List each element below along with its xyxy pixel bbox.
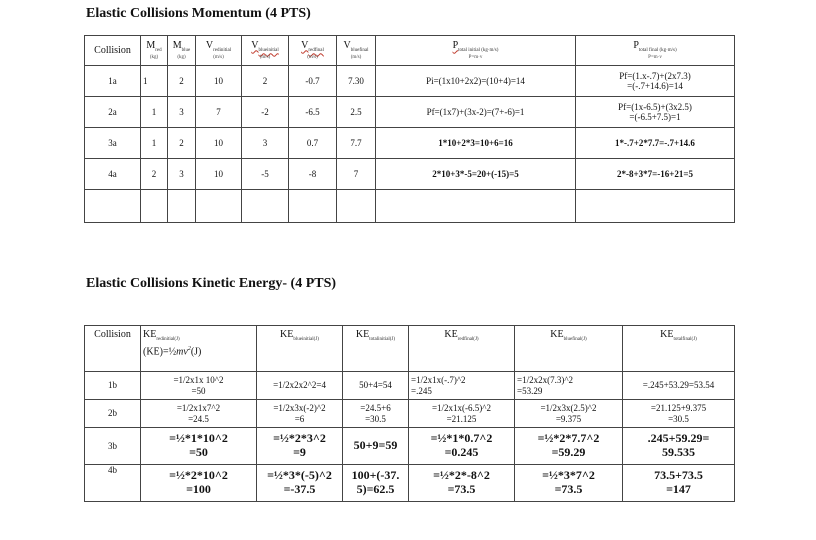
- momentum-title: Elastic Collisions Momentum (4 PTS): [86, 6, 311, 21]
- cell-v-red-final: -8: [289, 159, 337, 190]
- cell-v-red-initial: 10: [196, 66, 242, 97]
- empty-cell: [376, 190, 576, 223]
- table-row: [85, 428, 735, 465]
- cell-ke-red-final: =1/2x1x(-6.5)^2 =21.125: [409, 400, 515, 428]
- cell-collision: 2b: [85, 400, 141, 428]
- cell-ke-total-final: .245+59.29= 59.535: [623, 428, 735, 465]
- cell-collision: 1a: [85, 66, 141, 97]
- empty-cell: [168, 190, 196, 223]
- cell-p-initial: Pi=(1x10+2x2)=(10+4)=14: [376, 66, 576, 97]
- ke-formula: $(KE)=\frac{1}{2}mv^2(J)$: [143, 345, 202, 358]
- cell-ke-red-initial: =½*1*10^2 =50: [141, 428, 257, 465]
- cell-v-blue-initial: 3: [242, 128, 289, 159]
- header-mass-red: $M_{red}$ (kg): [141, 36, 168, 66]
- cell-collision: 4a: [85, 159, 141, 190]
- cell-p-initial: Pf=(1x7)+(3x-2)=(7+-6)=1: [376, 97, 576, 128]
- empty-cell: [576, 190, 735, 223]
- cell-ke-blue-initial: =½*2*3^2 =9: [257, 428, 343, 465]
- header-collision: Collision: [85, 36, 141, 66]
- cell-v-blue-final: 7.7: [337, 128, 376, 159]
- empty-row: [85, 190, 735, 223]
- cell-p-final: 1*-.7+2*7.7=-.7+14.6: [576, 128, 735, 159]
- kinetic-energy-table: [84, 325, 735, 502]
- header-mass-blue: $M_{blue}$ (kg): [168, 36, 196, 66]
- cell-mass-red: 2: [141, 159, 168, 190]
- cell-p-initial: 1*10+2*3=10+6=16: [376, 128, 576, 159]
- empty-cell: [242, 190, 289, 223]
- table-row: [85, 372, 735, 400]
- cell-collision: 1b: [85, 372, 141, 400]
- cell-mass-red: 1: [141, 128, 168, 159]
- cell-mass-blue: 2: [168, 66, 196, 97]
- table-row: [85, 97, 735, 128]
- empty-cell: [141, 190, 168, 223]
- cell-ke-red-initial: =1/2x1x7^2 =24.5: [141, 400, 257, 428]
- cell-mass-red: 1: [141, 66, 168, 97]
- cell-v-red-final: -0.7: [289, 66, 337, 97]
- cell-ke-blue-final: =1/2x2x(7.3)^2 =53.29: [515, 372, 623, 400]
- cell-v-red-initial: 7: [196, 97, 242, 128]
- cell-v-blue-final: 7: [337, 159, 376, 190]
- header-v-red-final: $V_{redfinal}$ (m/s): [289, 36, 337, 66]
- cell-v-red-initial: 10: [196, 159, 242, 190]
- cell-ke-red-final: =½*1*0.7^2 =0.245: [409, 428, 515, 465]
- header-ke-red-initial: $KE_{redinitial(J)}$ $(KE)=\frac{1}{2}mv^2(J)$: [141, 326, 257, 372]
- cell-p-final: 2*-8+3*7=-16+21=5: [576, 159, 735, 190]
- table-row: [85, 400, 735, 428]
- header-ke-blue-initial: $KE_{blueinitial(J)}$: [257, 326, 343, 372]
- cell-v-blue-initial: -2: [242, 97, 289, 128]
- cell-v-red-final: -6.5: [289, 97, 337, 128]
- table-row: [85, 465, 735, 502]
- cell-collision: 4b: [85, 465, 141, 502]
- cell-ke-blue-final: =½*3*7^2 =73.5: [515, 465, 623, 502]
- momentum-header-row: [85, 36, 735, 66]
- cell-collision: 3a: [85, 128, 141, 159]
- momentum-table: [84, 35, 735, 223]
- empty-cell: [289, 190, 337, 223]
- header-p-total-initial: $P_{total initial (kg\cdot m/s)}$ P=m·v: [376, 36, 576, 66]
- header-ke-red-final: $KE_{redfinal(J)}$: [409, 326, 515, 372]
- header-ke-blue-final: $KE_{bluefinal(J)}$: [515, 326, 623, 372]
- header-ke-total-initial: $KE_{totalinitial(J)}$: [343, 326, 409, 372]
- cell-ke-blue-initial: =1/2x2x2^2=4: [257, 372, 343, 400]
- table-row: [85, 159, 735, 190]
- cell-v-blue-initial: 2: [242, 66, 289, 97]
- cell-p-final: Pf=(1.x-.7)+(2x7.3) =(-.7+14.6)=14: [576, 66, 735, 97]
- cell-ke-total-initial: 50+4=54: [343, 372, 409, 400]
- cell-ke-blue-final: =½*2*7.7^2 =59.29: [515, 428, 623, 465]
- kinetic-header-row: [85, 326, 735, 372]
- cell-ke-red-initial: =½*2*10^2 =100: [141, 465, 257, 502]
- cell-collision: 3b: [85, 428, 141, 465]
- cell-p-initial: 2*10+3*-5=20+(-15)=5: [376, 159, 576, 190]
- header-collision: Collision: [85, 326, 141, 372]
- kinetic-energy-title: Elastic Collisions Kinetic Energy- (4 PTS): [86, 276, 337, 291]
- cell-ke-red-final: =1/2x1x(-.7)^2 =.245: [409, 372, 515, 400]
- cell-mass-red: 1: [141, 97, 168, 128]
- cell-ke-blue-initial: =½*3*(-5)^2 =-37.5: [257, 465, 343, 502]
- cell-ke-total-final: =.245+53.29=53.54: [623, 372, 735, 400]
- table-row: [85, 128, 735, 159]
- cell-mass-blue: 3: [168, 97, 196, 128]
- cell-ke-red-final: =½*2*-8^2 =73.5: [409, 465, 515, 502]
- cell-v-blue-final: 7.30: [337, 66, 376, 97]
- cell-mass-blue: 3: [168, 159, 196, 190]
- cell-v-red-initial: 10: [196, 128, 242, 159]
- cell-p-final: Pf=(1x-6.5)+(3x2.5) =(-6.5+7.5)=1: [576, 97, 735, 128]
- cell-v-blue-initial: -5: [242, 159, 289, 190]
- cell-v-blue-final: 2.5: [337, 97, 376, 128]
- table-row: [85, 66, 735, 97]
- cell-collision: 2a: [85, 97, 141, 128]
- cell-v-red-final: 0.7: [289, 128, 337, 159]
- cell-ke-total-initial: 50+9=59: [343, 428, 409, 465]
- cell-ke-total-initial: 100+(-37. 5)=62.5: [343, 465, 409, 502]
- header-ke-total-final: $KE_{totalfinal(J)}$: [623, 326, 735, 372]
- cell-ke-total-final: =21.125+9.375 =30.5: [623, 400, 735, 428]
- cell-ke-total-initial: =24.5+6 =30.5: [343, 400, 409, 428]
- header-p-total-final: $P_{total final (kg\cdot m/s)}$ P=m·v: [576, 36, 735, 66]
- header-v-blue-final: $V_{bluefinal}$ (m/s): [337, 36, 376, 66]
- cell-ke-red-initial: =1/2x1x 10^2 =50: [141, 372, 257, 400]
- cell-ke-total-final: 73.5+73.5 =147: [623, 465, 735, 502]
- header-v-blue-initial: $V_{blueinitial}$ (m/s): [242, 36, 289, 66]
- empty-cell: [196, 190, 242, 223]
- empty-cell: [337, 190, 376, 223]
- empty-cell: [85, 190, 141, 223]
- cell-mass-blue: 2: [168, 128, 196, 159]
- header-v-red-initial: $V_{redinitial}$ (m/s): [196, 36, 242, 66]
- cell-ke-blue-initial: =1/2x3x(-2)^2 =6: [257, 400, 343, 428]
- cell-ke-blue-final: =1/2x3x(2.5)^2 =9.375: [515, 400, 623, 428]
